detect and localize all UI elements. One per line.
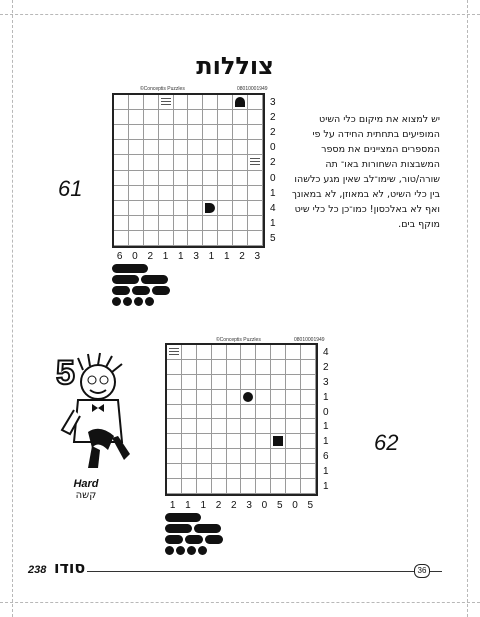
row-clues-62 bbox=[323, 345, 329, 494]
grid-cell[interactable] bbox=[159, 231, 174, 246]
cut-line-left bbox=[12, 0, 13, 617]
clue-number: 1 bbox=[323, 391, 329, 403]
water-icon bbox=[167, 345, 181, 359]
grid-cell[interactable] bbox=[248, 125, 263, 140]
grid-cell[interactable] bbox=[174, 125, 189, 140]
grid-cell[interactable] bbox=[129, 95, 144, 110]
clue-number: 1 bbox=[270, 217, 276, 229]
grid-cell[interactable] bbox=[167, 375, 182, 390]
grid-cell[interactable] bbox=[188, 216, 203, 231]
ship-icon bbox=[112, 275, 139, 284]
fleet-62 bbox=[165, 513, 223, 557]
grid-cell[interactable] bbox=[256, 449, 271, 464]
ship-segment-icon bbox=[273, 436, 283, 446]
grid-cell[interactable] bbox=[197, 464, 212, 479]
grid-cell[interactable] bbox=[301, 375, 316, 390]
copyright-62: ©Conceptis Puzzles bbox=[216, 337, 261, 343]
grid-cell[interactable] bbox=[233, 201, 248, 216]
water-icon bbox=[159, 95, 173, 109]
clue-number: 1 bbox=[323, 466, 329, 478]
grid-cell[interactable] bbox=[182, 405, 197, 420]
grid-cell[interactable] bbox=[114, 140, 129, 155]
puzzle-code-62: 08010001949 bbox=[294, 337, 325, 343]
grid-cell[interactable] bbox=[218, 140, 233, 155]
grid-cell[interactable] bbox=[286, 375, 301, 390]
grid-cell[interactable] bbox=[241, 375, 256, 390]
grid-cell[interactable] bbox=[114, 171, 129, 186]
puzzle-number-62: 62 bbox=[374, 430, 399, 455]
grid-cell[interactable] bbox=[256, 360, 271, 375]
grid-cell[interactable] bbox=[203, 216, 218, 231]
grid-cell[interactable] bbox=[212, 479, 227, 494]
grid-cell[interactable] bbox=[271, 434, 286, 449]
clue-number: 3 bbox=[254, 251, 261, 262]
grid-cell[interactable] bbox=[241, 345, 256, 360]
clue-number: 3 bbox=[246, 500, 252, 511]
difficulty-he: קשה bbox=[75, 490, 97, 501]
grid-cell[interactable] bbox=[167, 434, 182, 449]
grid-cell[interactable] bbox=[233, 95, 248, 110]
grid-cell[interactable] bbox=[212, 390, 227, 405]
grid-cell[interactable] bbox=[203, 140, 218, 155]
grid-cell[interactable] bbox=[241, 479, 256, 494]
grid-cell[interactable] bbox=[114, 110, 129, 125]
grid-cell[interactable] bbox=[286, 449, 301, 464]
grid-cell[interactable] bbox=[227, 449, 242, 464]
grid-cell[interactable] bbox=[174, 201, 189, 216]
grid-cell[interactable] bbox=[129, 201, 144, 216]
difficulty-level bbox=[66, 478, 106, 501]
clue-number: 5 bbox=[276, 500, 283, 511]
grid-cell[interactable] bbox=[144, 216, 159, 231]
clue-number: 0 bbox=[261, 500, 268, 511]
grid-cell[interactable] bbox=[256, 464, 271, 479]
grid-cell[interactable] bbox=[256, 419, 271, 434]
grid-cell[interactable] bbox=[197, 345, 212, 360]
page-title: צוללות bbox=[196, 52, 274, 80]
ship-icon bbox=[134, 297, 143, 306]
grid-cell[interactable] bbox=[197, 390, 212, 405]
grid-cell[interactable] bbox=[233, 140, 248, 155]
clue-number: 1 bbox=[208, 251, 215, 262]
grid-cell[interactable] bbox=[218, 231, 233, 246]
footer-page-number-left: 238 bbox=[28, 564, 47, 576]
grid-cell[interactable] bbox=[218, 95, 233, 110]
grid-cell[interactable] bbox=[227, 479, 242, 494]
clue-number: 5 bbox=[307, 500, 314, 511]
grid-cell[interactable] bbox=[188, 231, 203, 246]
col-clues-62 bbox=[165, 500, 318, 511]
ship-icon bbox=[165, 546, 174, 555]
grid-cell[interactable] bbox=[144, 125, 159, 140]
grid-cell[interactable] bbox=[271, 405, 286, 420]
grid-cell[interactable] bbox=[197, 479, 212, 494]
footer-logo: סודו bbox=[54, 558, 86, 577]
grid-cell[interactable] bbox=[167, 464, 182, 479]
clue-number: 0 bbox=[132, 251, 138, 262]
row-clues-61 bbox=[270, 95, 276, 246]
clue-number: 4 bbox=[270, 202, 276, 214]
grid-cell[interactable] bbox=[114, 186, 129, 201]
grid-cell[interactable] bbox=[271, 375, 286, 390]
grid-cell[interactable] bbox=[159, 201, 174, 216]
grid-cell[interactable] bbox=[167, 419, 182, 434]
water-icon bbox=[248, 155, 262, 169]
grid-cell[interactable] bbox=[129, 125, 144, 140]
grid-cell[interactable] bbox=[301, 449, 316, 464]
grid-cell[interactable] bbox=[188, 171, 203, 186]
grid-cell[interactable] bbox=[197, 405, 212, 420]
grid-cell[interactable] bbox=[129, 171, 144, 186]
grid-cell[interactable] bbox=[241, 464, 256, 479]
grid-cell[interactable] bbox=[167, 345, 182, 360]
grid-cell[interactable] bbox=[114, 201, 129, 216]
grid-cell[interactable] bbox=[188, 186, 203, 201]
clue-number: 2 bbox=[270, 112, 276, 124]
puzzle-number-61: 61 bbox=[58, 176, 83, 201]
clue-number: 1 bbox=[162, 251, 169, 262]
grid-cell[interactable] bbox=[167, 390, 182, 405]
grid-cell[interactable] bbox=[114, 125, 129, 140]
cut-line-right bbox=[467, 0, 468, 617]
grid-cell[interactable] bbox=[188, 110, 203, 125]
grid-cell[interactable] bbox=[159, 216, 174, 231]
grid-cell[interactable] bbox=[212, 449, 227, 464]
ship-icon bbox=[187, 546, 196, 555]
ship-icon bbox=[165, 513, 201, 522]
grid-cell[interactable] bbox=[197, 434, 212, 449]
grid-cell[interactable] bbox=[203, 110, 218, 125]
grid-cell[interactable] bbox=[144, 140, 159, 155]
grid-cell[interactable] bbox=[256, 479, 271, 494]
ship-icon bbox=[165, 524, 192, 533]
grid-cell[interactable] bbox=[182, 434, 197, 449]
grid-cell[interactable] bbox=[114, 155, 129, 170]
grid-cell[interactable] bbox=[301, 405, 316, 420]
grid-cell[interactable] bbox=[159, 140, 174, 155]
clue-number: 2 bbox=[215, 500, 222, 511]
grid-cell[interactable] bbox=[182, 390, 197, 405]
grid-cell[interactable] bbox=[248, 155, 263, 170]
grid-cell[interactable] bbox=[248, 231, 263, 246]
grid-cell[interactable] bbox=[159, 171, 174, 186]
instructions-text: יש למצוא את מיקום כלי השיט המופיעים בתחתית החידה על פי המספרים המציינים את מספר המשבצות השחורות באו־ תה שורה/טור, שימו־לב שאין מגע כלשהו בין כלי השיט, לא במאוזן, לא במאונך ואף לא באלכסון! כמו־כן כל כלי שיט מוקף בים. bbox=[291, 114, 440, 230]
clue-number: 3 bbox=[193, 251, 199, 262]
grid-cell[interactable] bbox=[167, 449, 182, 464]
ship-icon bbox=[205, 535, 223, 544]
grid-cell[interactable] bbox=[174, 171, 189, 186]
clue-number: 6 bbox=[323, 451, 329, 463]
grid-cell[interactable] bbox=[203, 186, 218, 201]
ship-icon bbox=[165, 535, 183, 544]
grid-cell[interactable] bbox=[218, 125, 233, 140]
grid-cell[interactable] bbox=[271, 479, 286, 494]
ship-segment-icon bbox=[235, 97, 245, 107]
grid-cell[interactable] bbox=[174, 231, 189, 246]
ship-segment-icon bbox=[205, 203, 215, 213]
grid-cell[interactable] bbox=[188, 125, 203, 140]
ship-icon bbox=[152, 286, 170, 295]
clue-number: 3 bbox=[323, 376, 329, 388]
clue-number: 1 bbox=[178, 251, 184, 262]
fleet-61 bbox=[112, 264, 170, 308]
grid-cell[interactable] bbox=[301, 419, 316, 434]
grid-cell[interactable] bbox=[256, 345, 271, 360]
clue-number: 0 bbox=[270, 142, 276, 154]
grid-cell[interactable] bbox=[212, 345, 227, 360]
grid-cell[interactable] bbox=[286, 419, 301, 434]
grid-cell[interactable] bbox=[188, 201, 203, 216]
ship-icon bbox=[123, 297, 132, 306]
grid-cell[interactable] bbox=[286, 479, 301, 494]
grid-cell[interactable] bbox=[212, 405, 227, 420]
ship-icon bbox=[185, 535, 203, 544]
grid-cell[interactable] bbox=[301, 390, 316, 405]
grid-cell[interactable] bbox=[218, 201, 233, 216]
grid-cell[interactable] bbox=[271, 464, 286, 479]
grid-cell[interactable] bbox=[159, 155, 174, 170]
grid-cell[interactable] bbox=[248, 140, 263, 155]
grid-cell[interactable] bbox=[286, 345, 301, 360]
clue-number: 1 bbox=[185, 500, 191, 511]
puzzle-code-61: 08010001949 bbox=[237, 86, 268, 92]
ship-icon bbox=[132, 286, 150, 295]
grid-cell[interactable] bbox=[197, 360, 212, 375]
grid-cell[interactable] bbox=[248, 110, 263, 125]
grid-cell[interactable] bbox=[188, 155, 203, 170]
cut-line-top bbox=[0, 14, 480, 15]
grid-cell[interactable] bbox=[174, 186, 189, 201]
clue-number: 0 bbox=[323, 406, 329, 418]
clue-number: 0 bbox=[292, 500, 298, 511]
grid-cell[interactable] bbox=[218, 216, 233, 231]
puzzle-grid-61[interactable] bbox=[112, 93, 265, 248]
grid-cell[interactable] bbox=[203, 201, 218, 216]
grid-cell[interactable] bbox=[248, 95, 263, 110]
grid-cell[interactable] bbox=[286, 464, 301, 479]
grid-cell[interactable] bbox=[159, 95, 174, 110]
grid-cell[interactable] bbox=[129, 155, 144, 170]
grid-cell[interactable] bbox=[218, 186, 233, 201]
grid-cell[interactable] bbox=[188, 140, 203, 155]
grid-cell[interactable] bbox=[218, 155, 233, 170]
grid-cell[interactable] bbox=[256, 390, 271, 405]
grid-cell[interactable] bbox=[167, 360, 182, 375]
clue-number: 1 bbox=[169, 500, 176, 511]
grid-cell[interactable] bbox=[271, 360, 286, 375]
grid-cell[interactable] bbox=[212, 419, 227, 434]
clue-number: 4 bbox=[323, 346, 329, 358]
grid-cell[interactable] bbox=[114, 95, 129, 110]
grid-cell[interactable] bbox=[197, 375, 212, 390]
ship-icon bbox=[145, 297, 154, 306]
grid-cell[interactable] bbox=[227, 464, 242, 479]
grid-cell[interactable] bbox=[256, 375, 271, 390]
puzzle-grid-62[interactable] bbox=[165, 343, 318, 496]
grid-cell[interactable] bbox=[182, 375, 197, 390]
grid-cell[interactable] bbox=[129, 231, 144, 246]
clue-number: 2 bbox=[323, 361, 329, 373]
grid-cell[interactable] bbox=[271, 390, 286, 405]
grid-cell[interactable] bbox=[129, 110, 144, 125]
grid-cell[interactable] bbox=[159, 110, 174, 125]
grid-cell[interactable] bbox=[271, 419, 286, 434]
svg-text:5: 5 bbox=[56, 354, 75, 392]
grid-cell[interactable] bbox=[218, 171, 233, 186]
grid-cell[interactable] bbox=[227, 345, 242, 360]
grid-cell[interactable] bbox=[241, 434, 256, 449]
grid-cell[interactable] bbox=[203, 125, 218, 140]
grid-cell[interactable] bbox=[233, 186, 248, 201]
grid-cell[interactable] bbox=[233, 155, 248, 170]
grid-cell[interactable] bbox=[227, 390, 242, 405]
grid-cell[interactable] bbox=[182, 479, 197, 494]
clue-number: 2 bbox=[147, 251, 154, 262]
grid-cell[interactable] bbox=[301, 479, 316, 494]
grid-cell[interactable] bbox=[203, 155, 218, 170]
grid-cell[interactable] bbox=[241, 419, 256, 434]
ship-icon bbox=[198, 546, 207, 555]
grid-cell[interactable] bbox=[248, 201, 263, 216]
clue-number: 1 bbox=[323, 481, 329, 493]
ship-icon bbox=[112, 297, 121, 306]
footer-rule bbox=[60, 571, 442, 572]
ship-icon bbox=[112, 264, 148, 273]
grid-cell[interactable] bbox=[182, 464, 197, 479]
grid-cell[interactable] bbox=[227, 419, 242, 434]
grid-cell[interactable] bbox=[167, 479, 182, 494]
grid-cell[interactable] bbox=[203, 231, 218, 246]
grid-cell[interactable] bbox=[144, 186, 159, 201]
grid-cell[interactable] bbox=[286, 405, 301, 420]
grid-cell[interactable] bbox=[233, 231, 248, 246]
clue-number: 1 bbox=[223, 251, 230, 262]
grid-cell[interactable] bbox=[241, 449, 256, 464]
clue-number: 1 bbox=[270, 187, 276, 199]
grid-cell[interactable] bbox=[212, 464, 227, 479]
col-clues-61 bbox=[112, 251, 265, 262]
clue-number: 5 bbox=[270, 232, 276, 244]
grid-cell[interactable] bbox=[197, 449, 212, 464]
clue-number: 2 bbox=[231, 500, 237, 511]
grid-cell[interactable] bbox=[144, 155, 159, 170]
grid-cell[interactable] bbox=[174, 140, 189, 155]
clue-number: 6 bbox=[116, 251, 123, 262]
grid-cell[interactable] bbox=[233, 216, 248, 231]
grid-cell[interactable] bbox=[233, 171, 248, 186]
clue-number: 1 bbox=[200, 500, 207, 511]
ship-icon bbox=[176, 546, 185, 555]
footer-page-number-right: 36 bbox=[414, 564, 430, 578]
grid-cell[interactable] bbox=[182, 360, 197, 375]
grid-cell[interactable] bbox=[159, 125, 174, 140]
grid-cell[interactable] bbox=[233, 125, 248, 140]
grid-cell[interactable] bbox=[114, 231, 129, 246]
grid-cell[interactable] bbox=[129, 216, 144, 231]
grid-cell[interactable] bbox=[144, 110, 159, 125]
cut-line-bottom bbox=[0, 602, 480, 603]
grid-cell[interactable] bbox=[174, 95, 189, 110]
grid-cell[interactable] bbox=[174, 155, 189, 170]
clue-number: 2 bbox=[239, 251, 245, 262]
grid-cell[interactable] bbox=[271, 345, 286, 360]
grid-cell[interactable] bbox=[301, 464, 316, 479]
grid-cell[interactable] bbox=[227, 434, 242, 449]
grid-cell[interactable] bbox=[144, 201, 159, 216]
grid-cell[interactable] bbox=[212, 375, 227, 390]
grid-cell[interactable] bbox=[203, 171, 218, 186]
clue-number: 2 bbox=[270, 157, 276, 169]
grid-cell[interactable] bbox=[286, 434, 301, 449]
grid-cell[interactable] bbox=[227, 360, 242, 375]
grid-cell[interactable] bbox=[129, 140, 144, 155]
grid-cell[interactable] bbox=[203, 95, 218, 110]
cartoon-illustration bbox=[48, 350, 138, 472]
grid-cell[interactable] bbox=[197, 419, 212, 434]
grid-cell[interactable] bbox=[227, 405, 242, 420]
grid-cell[interactable] bbox=[301, 345, 316, 360]
grid-cell[interactable] bbox=[271, 449, 286, 464]
grid-cell[interactable] bbox=[212, 434, 227, 449]
clue-number: 2 bbox=[270, 127, 276, 139]
grid-cell[interactable] bbox=[182, 449, 197, 464]
grid-cell[interactable] bbox=[256, 434, 271, 449]
grid-cell[interactable] bbox=[241, 390, 256, 405]
grid-cell[interactable] bbox=[159, 186, 174, 201]
grid-cell[interactable] bbox=[182, 419, 197, 434]
clue-number: 1 bbox=[323, 436, 329, 448]
grid-cell[interactable] bbox=[144, 171, 159, 186]
grid-cell[interactable] bbox=[301, 360, 316, 375]
grid-cell[interactable] bbox=[301, 434, 316, 449]
grid-cell[interactable] bbox=[167, 405, 182, 420]
ship-segment-icon bbox=[243, 392, 253, 402]
grid-cell[interactable] bbox=[233, 110, 248, 125]
grid-cell[interactable] bbox=[248, 171, 263, 186]
grid-cell[interactable] bbox=[248, 216, 263, 231]
grid-cell[interactable] bbox=[241, 405, 256, 420]
grid-cell[interactable] bbox=[129, 186, 144, 201]
clue-number: 0 bbox=[270, 172, 276, 184]
grid-cell[interactable] bbox=[256, 405, 271, 420]
grid-cell[interactable] bbox=[286, 360, 301, 375]
clue-number: 1 bbox=[323, 421, 329, 433]
ship-icon bbox=[112, 286, 130, 295]
ship-icon bbox=[194, 524, 221, 533]
grid-cell[interactable] bbox=[248, 186, 263, 201]
grid-cell[interactable] bbox=[286, 390, 301, 405]
ship-icon bbox=[141, 275, 168, 284]
grid-cell[interactable] bbox=[144, 231, 159, 246]
clue-number: 3 bbox=[270, 97, 276, 109]
grid-cell[interactable] bbox=[182, 345, 197, 360]
grid-cell[interactable] bbox=[218, 110, 233, 125]
grid-cell[interactable] bbox=[114, 216, 129, 231]
grid-cell[interactable] bbox=[227, 375, 242, 390]
grid-cell[interactable] bbox=[212, 360, 227, 375]
grid-cell[interactable] bbox=[188, 95, 203, 110]
grid-cell[interactable] bbox=[174, 216, 189, 231]
difficulty-en: Hard bbox=[73, 478, 99, 490]
copyright-61: ©Conceptis Puzzles bbox=[140, 86, 185, 92]
grid-cell[interactable] bbox=[174, 110, 189, 125]
grid-cell[interactable] bbox=[241, 360, 256, 375]
grid-cell[interactable] bbox=[144, 95, 159, 110]
